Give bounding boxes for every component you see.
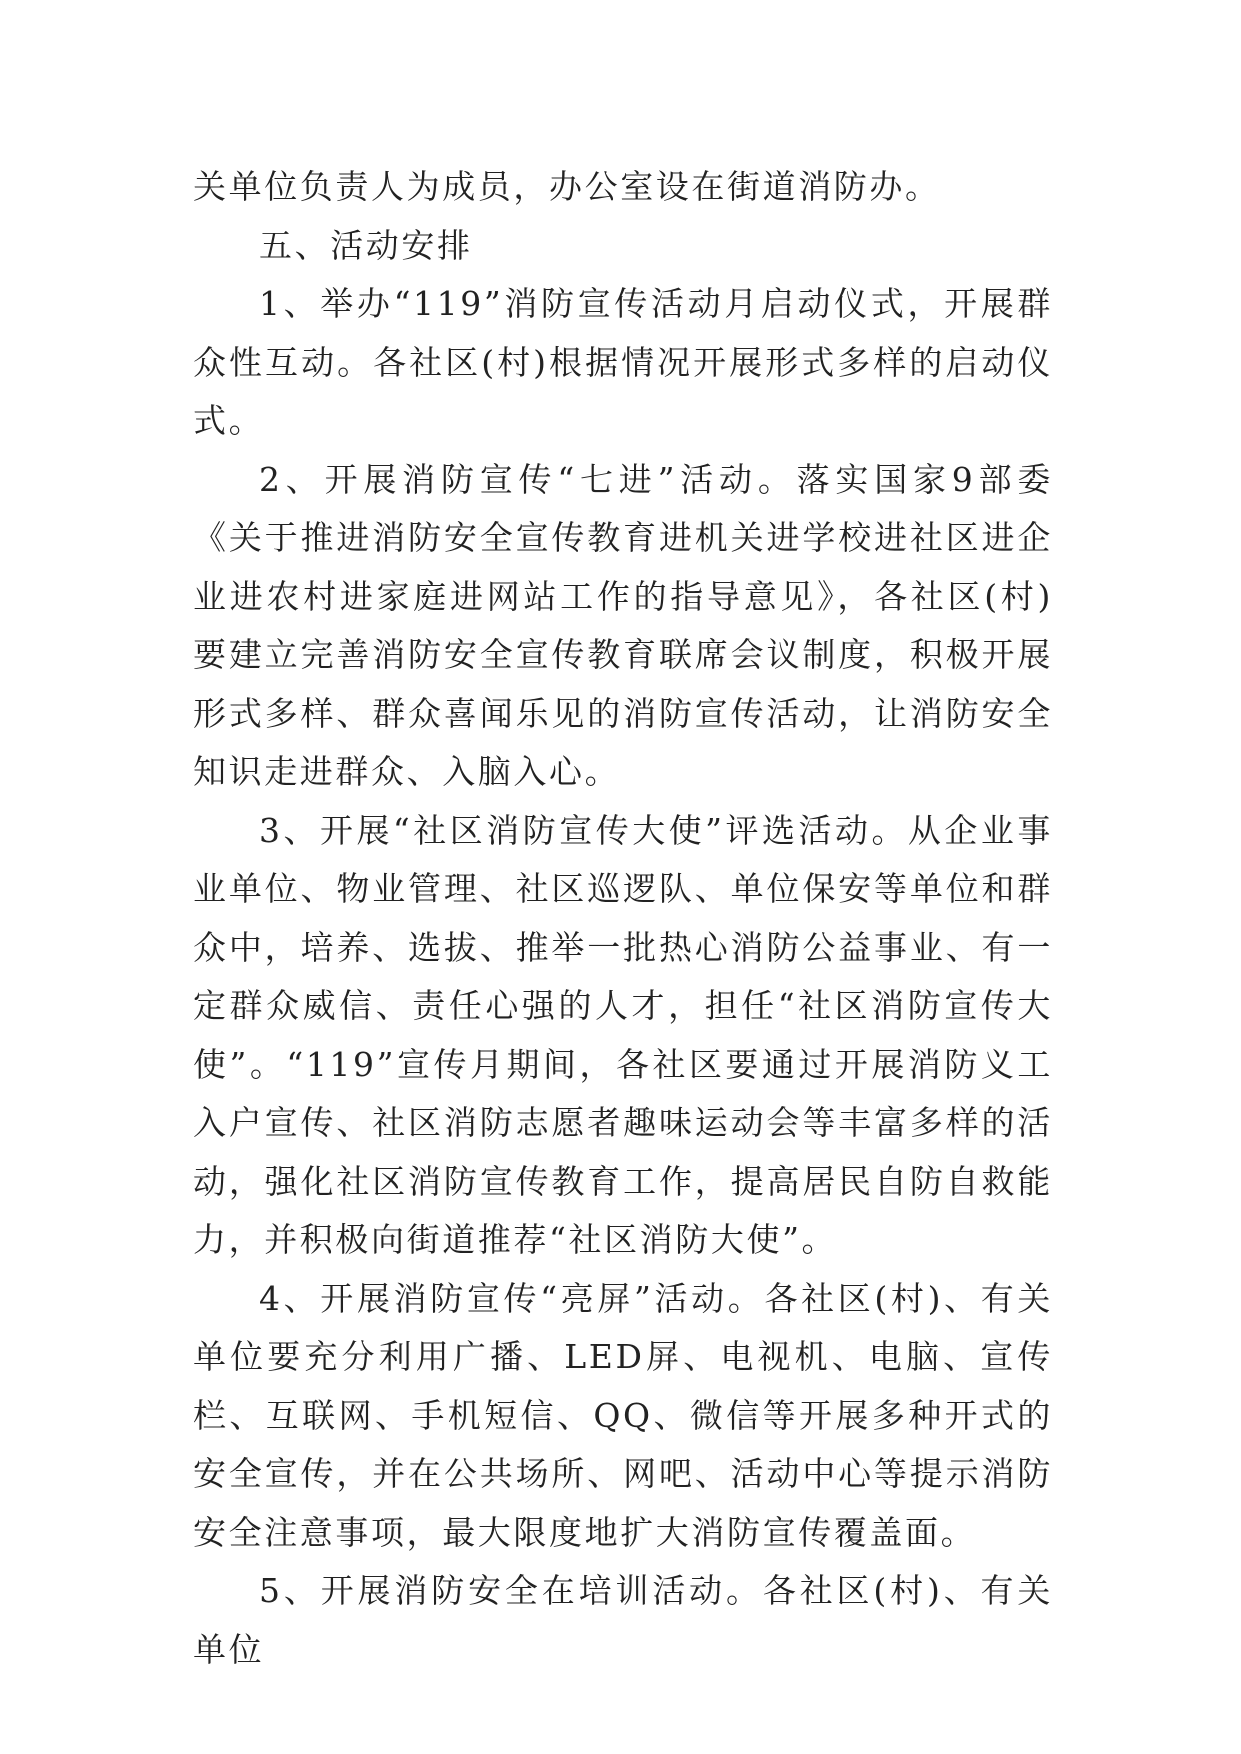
paragraph-continuation: 关单位负责人为成员，办公室设在街道消防办。 — [193, 167, 941, 206]
section-heading: 五、活动安排 — [259, 225, 473, 265]
paragraph-item-1: 1、举办“119”消防宣传活动月启动仪式，开展群众性互动。各社区(村)根据情况开展形式多样的启动仪式。 — [193, 284, 1053, 440]
body-text — [193, 158, 1053, 1679]
paragraph-item-4: 4、开展消防宣传“亮屏”活动。各社区(村)、有关单位要充分利用广播、LED屏、电视机、电脑、宣传栏、互联网、手机短信、QQ、微信等开展多种开式的安全宣传，并在公共场所、网吧、活动中心等提示消防安全注意事项，最大限度地扩大消防宣传覆盖面。 — [193, 1278, 1053, 1552]
paragraph-item-3: 3、开展“社区消防宣传大使”评选活动。从企业事业单位、物业管理、社区巡逻队、单位保安等单位和群众中，培养、选拔、推举一批热心消防公益事业、有一定群众威信、责任心强的人才，担任“社区消防宣传大使”。“119”宣传月期间，各社区要通过开展消防义工入户宣传、社区消防志愿者趣味运动会等丰富多样的活动，强化社区消防宣传教育工作，提高居民自防自救能力，并积极向街道推荐“社区消防大使”。 — [193, 810, 1053, 1259]
paragraph-item-2: 2、开展消防宣传“七进”活动。落实国家9部委《关于推进消防安全宣传教育进机关进学校进社区进企业进农村进家庭进网站工作的指导意见》，各社区(村)要建立完善消防安全宣传教育联席会议制度，积极开展形式多样、群众喜闻乐见的消防宣传活动，让消防安全知识走进群众、入脑入心。 — [193, 459, 1053, 791]
paragraph-item-5: 5、开展消防安全在培训活动。各社区(村)、有关单位 — [193, 1571, 1053, 1669]
